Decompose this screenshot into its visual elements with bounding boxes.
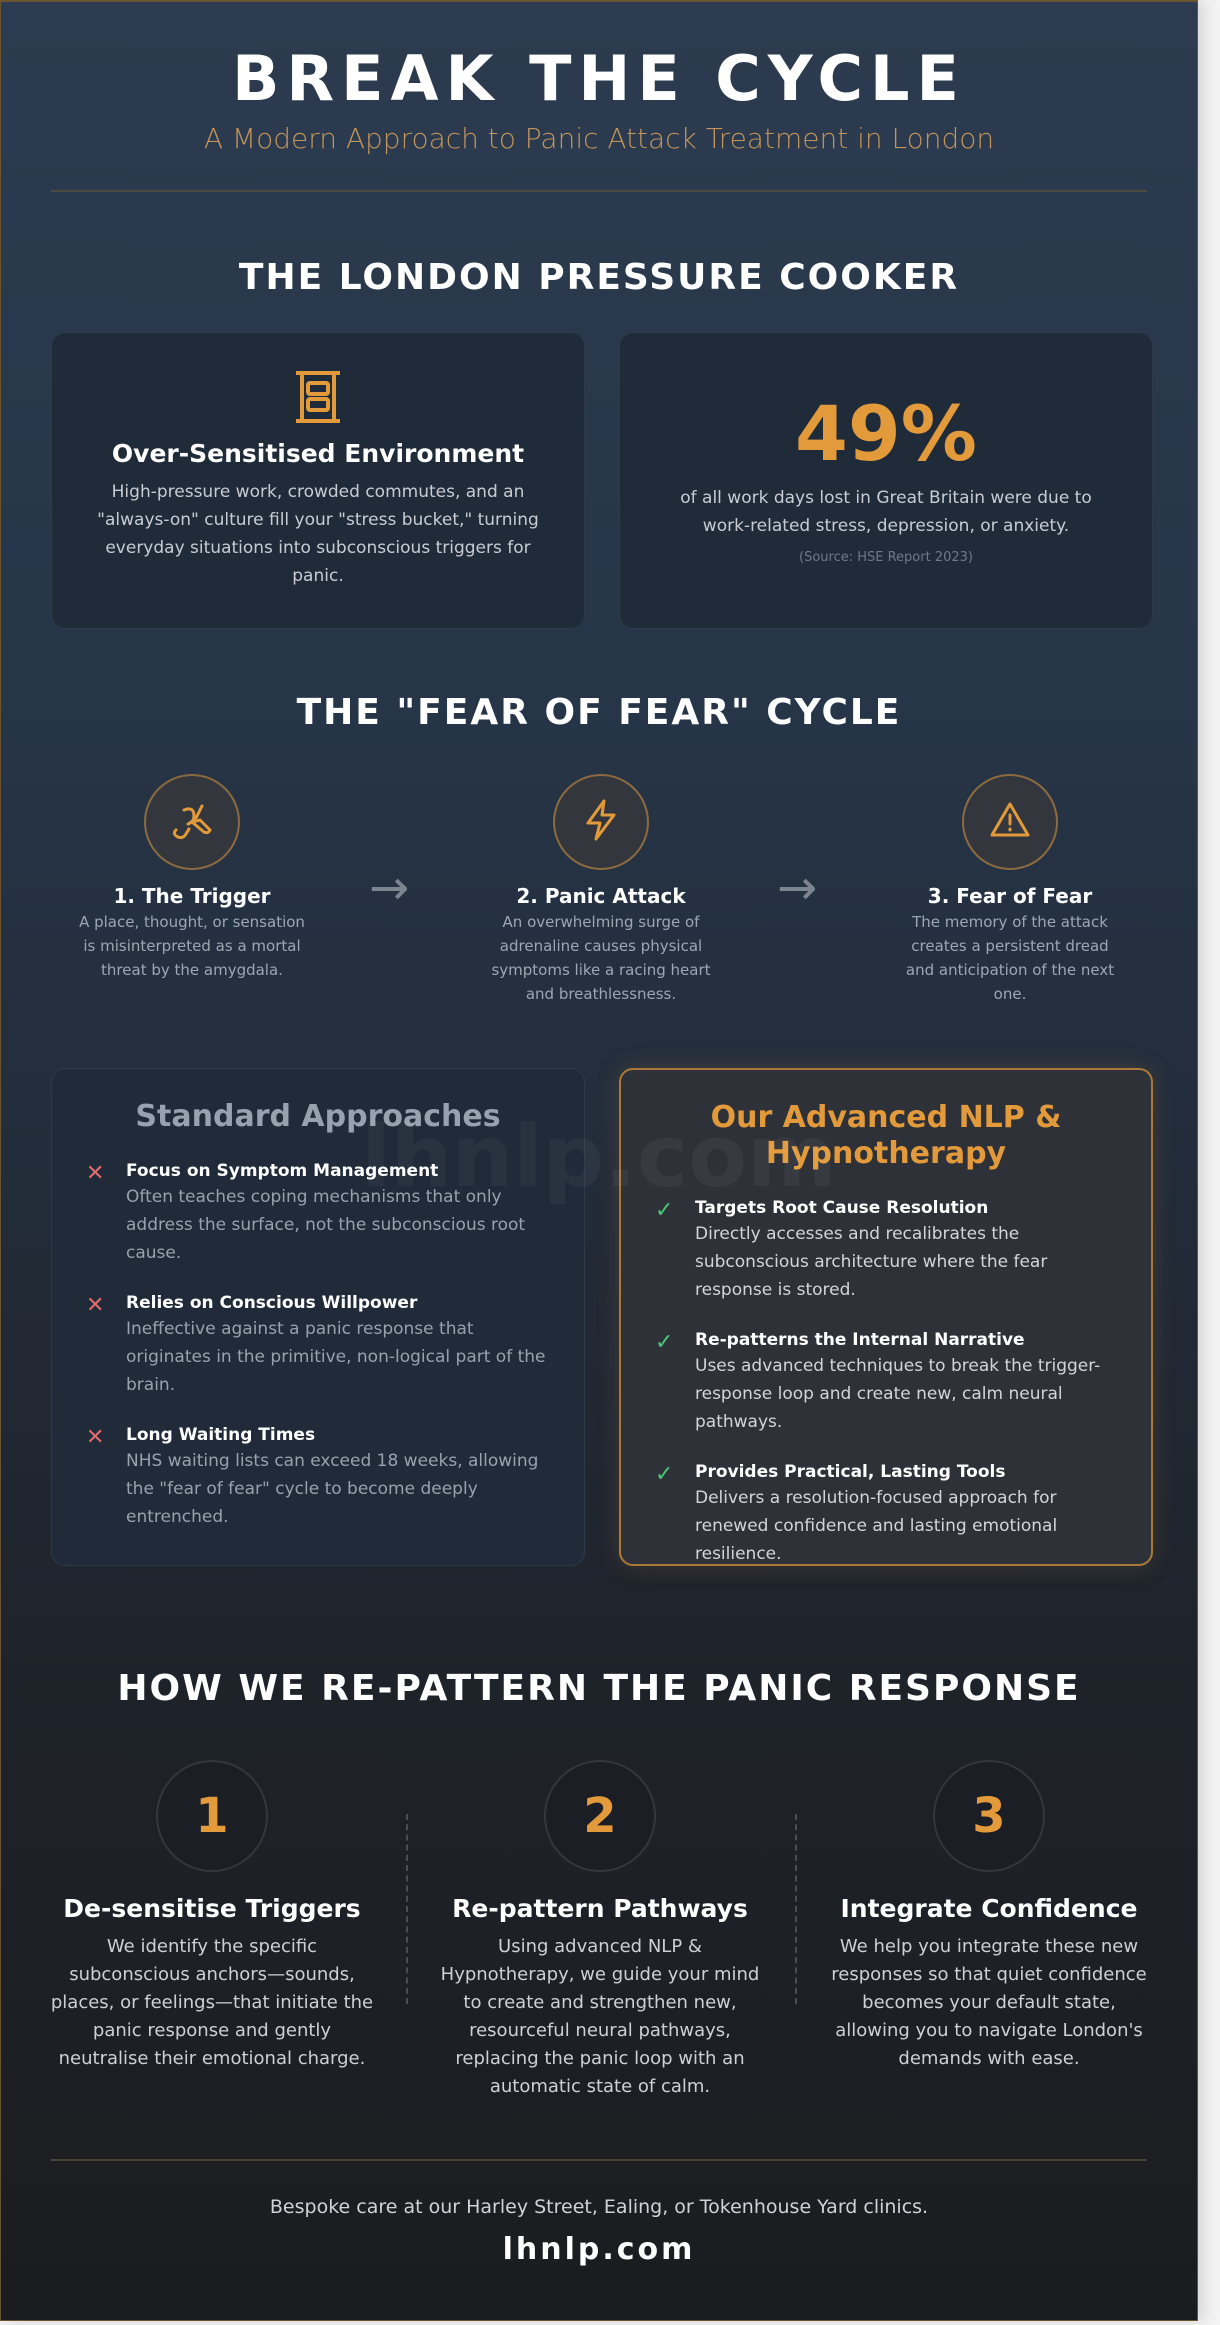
item-title: Relies on Conscious Willpower xyxy=(126,1293,418,1313)
page-title: BREAK THE CYCLE xyxy=(232,42,966,115)
section-title-process: HOW WE RE-PATTERN THE PANIC RESPONSE xyxy=(117,1668,1081,1709)
item-title: Long Waiting Times xyxy=(126,1425,316,1445)
environment-heading: Over-Sensitised Environment xyxy=(111,439,525,468)
cycle-step-fear xyxy=(895,774,1125,1006)
section-title-pressure: THE LONDON PRESSURE COOKER xyxy=(238,257,960,298)
stat-card xyxy=(619,332,1153,629)
building-icon xyxy=(52,369,584,425)
footer-brand-link[interactable]: lhnlp.com xyxy=(502,2232,696,2267)
item-text: NHS waiting lists can exceed 18 weeks, allowing the "fear of fear" cycle to become deeply entrenched. xyxy=(126,1451,539,1527)
stat-source: (Source: HSE Report 2023) xyxy=(799,550,973,565)
process-step-text: Using advanced NLP & Hypnotherapy, we guide your mind to create and strengthen new, resourceful neural pathways, replacing the panic loop with an automatic state of calm. xyxy=(440,1936,760,2097)
standard-item xyxy=(86,1159,550,1267)
item-text: Ineffective against a panic response that originates in the primitive, non-logical part of the brain. xyxy=(126,1319,546,1395)
lightning-icon xyxy=(584,799,618,845)
item-title: Re-patterns the Internal Narrative xyxy=(695,1330,1025,1350)
process-step-title: Integrate Confidence xyxy=(840,1894,1138,1923)
plug-icon xyxy=(170,800,214,844)
standard-approaches-card xyxy=(51,1068,585,1566)
process-step-text: We identify the specific subconscious anchors—sounds, places, or feelings—that initiate the panic response and gently neutralise their emotional charge. xyxy=(50,1936,374,2069)
cycle-step-text: A place, thought, or sensation is misinterpreted as a mortal threat by the amygdala. xyxy=(79,913,305,979)
page-subtitle: A Modern Approach to Panic Attack Treatment in London xyxy=(203,122,995,155)
item-title: Targets Root Cause Resolution xyxy=(695,1198,989,1218)
cycle-step-text: An overwhelming surge of adrenaline causes physical symptoms like a racing heart and breathlessness. xyxy=(491,913,711,1003)
cross-icon: ✕ xyxy=(86,1161,105,1186)
arrow-right-icon: → xyxy=(777,860,818,916)
footer-divider xyxy=(51,2159,1147,2161)
item-text: Directly accesses and recalibrates the subconscious architecture where the fear response is stored. xyxy=(695,1224,1048,1300)
cross-icon: ✕ xyxy=(86,1293,105,1318)
process-step-title: Re-pattern Pathways xyxy=(452,1894,748,1923)
advanced-item xyxy=(655,1328,1117,1436)
stat-text: of all work days lost in Great Britain were due to work-related stress, depression, or anxiety. xyxy=(680,488,1092,536)
process-step xyxy=(47,1760,377,2073)
process-step xyxy=(435,1760,765,2101)
item-title: Provides Practical, Lasting Tools xyxy=(695,1462,1006,1482)
standard-item xyxy=(86,1291,550,1399)
header-divider xyxy=(51,190,1147,192)
item-text: Delivers a resolution-focused approach for renewed confidence and lasting emotional resilience. xyxy=(695,1488,1058,1564)
advanced-approach-card xyxy=(619,1068,1153,1566)
footer-clinics: Bespoke care at our Harley Street, Ealing, or Tokenhouse Yard clinics. xyxy=(269,2196,929,2218)
item-text: Often teaches coping mechanisms that only address the surface, not the subconscious root cause. xyxy=(126,1187,526,1263)
process-step-text: We help you integrate these new responses so that quiet confidence becomes your default state, allowing you to navigate London's demands with ease. xyxy=(831,1936,1147,2069)
advanced-item xyxy=(655,1196,1117,1304)
cycle-step-title: 1. The Trigger xyxy=(113,884,271,908)
environment-text: High-pressure work, crowded commutes, and an "always-on" culture fill your "stress bucket," turning everyday situations into subconscious triggers for panic. xyxy=(97,482,539,586)
cycle-step-trigger xyxy=(77,774,307,982)
step-divider xyxy=(406,1814,408,2004)
process-step xyxy=(824,1760,1154,2073)
check-icon: ✓ xyxy=(655,1198,674,1223)
cycle-step-panic xyxy=(486,774,716,1006)
advanced-heading: Our Advanced NLP & Hypnotherapy xyxy=(710,1100,1062,1171)
step-divider xyxy=(795,1814,797,2004)
arrow-right-icon: → xyxy=(369,860,410,916)
cross-icon: ✕ xyxy=(86,1425,105,1450)
step-number: 3 xyxy=(933,1760,1045,1872)
cycle-step-title: 3. Fear of Fear xyxy=(927,884,1093,908)
step-number: 1 xyxy=(156,1760,268,1872)
environment-card xyxy=(51,332,585,629)
check-icon: ✓ xyxy=(655,1330,674,1355)
step-number: 2 xyxy=(544,1760,656,1872)
advanced-item xyxy=(655,1460,1117,1568)
cycle-step-text: The memory of the attack creates a persistent dread and anticipation of the next one. xyxy=(905,913,1115,1003)
item-title: Focus on Symptom Management xyxy=(126,1161,439,1181)
warning-icon xyxy=(989,801,1031,843)
standard-item xyxy=(86,1423,550,1531)
check-icon: ✓ xyxy=(655,1462,674,1487)
cycle-step-title: 2. Panic Attack xyxy=(516,884,686,908)
item-text: Uses advanced techniques to break the trigger-response loop and create new, calm neural pathways. xyxy=(695,1356,1101,1432)
process-step-title: De-sensitise Triggers xyxy=(63,1894,361,1923)
standard-heading: Standard Approaches xyxy=(135,1099,501,1134)
section-title-cycle: THE "FEAR OF FEAR" CYCLE xyxy=(296,692,902,733)
stat-value: 49% xyxy=(795,389,977,478)
